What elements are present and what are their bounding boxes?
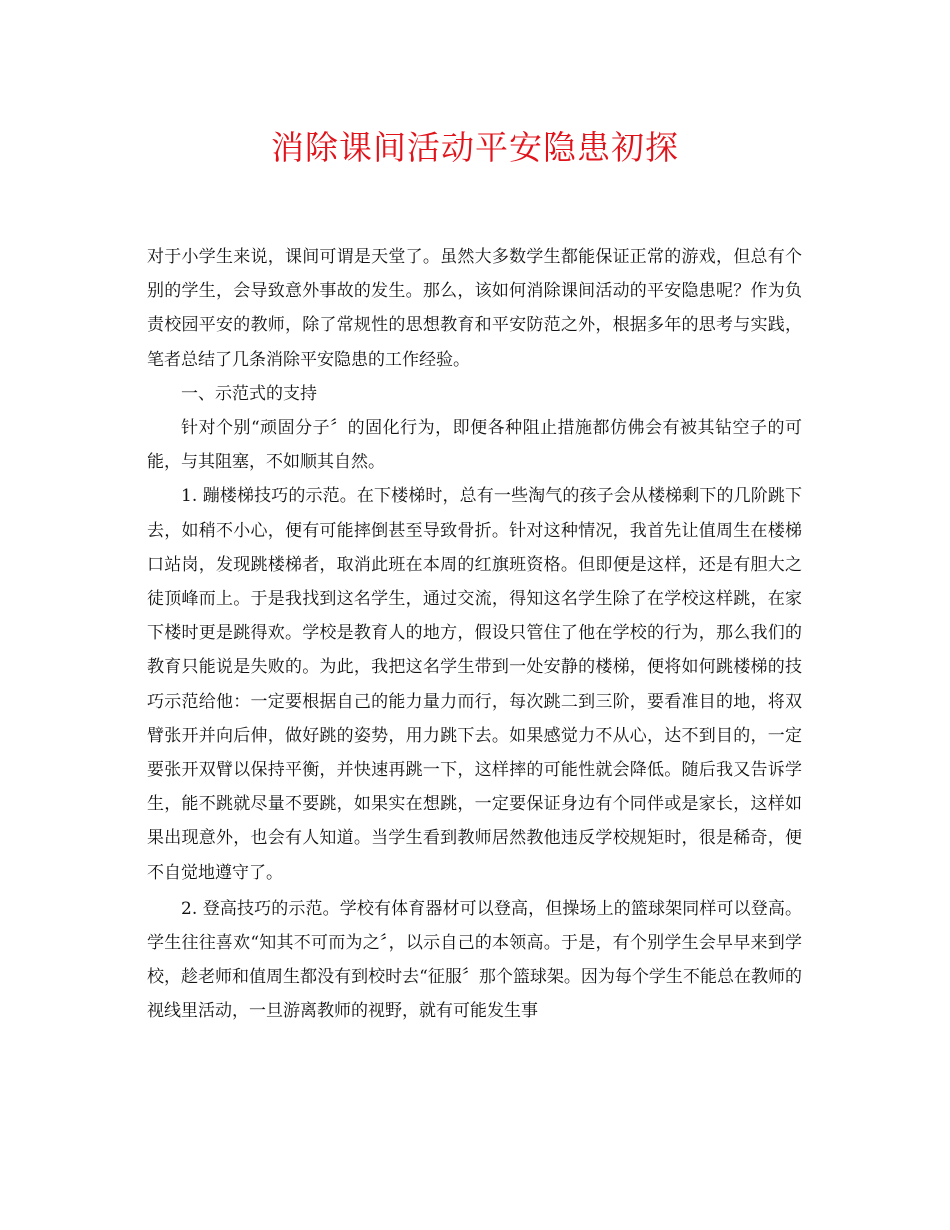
paragraph: 2. 登高技巧的示范。学校有体育器材可以登高，但操场上的篮球架同样可以登高。学生往往喜欢“知其不可而为之〞，以示自己的本领高。于是，有个别学生会早早来到学校，趁老师和值周生都没有到校时去“征服〞那个篮球架。因为每个学生不能总在教师的视线里活动，一旦游离教师的视野，就有可能发生事 bbox=[147, 898, 802, 1022]
paragraph-intro: 对于小学生来说，课间可谓是天堂了。虽然大多数学生都能保证正常的游戏，但总有个别的学生，会导致意外事故的发生。那么，该如何消除课间活动的平安隐患呢？作为负责校园平安的教师，除了常规性的思想教育和平安防范之外，根据多年的思考与实践，笔者总结了几条消除平安隐患的工作经验。 bbox=[147, 247, 802, 370]
paragraph: 1. 蹦楼梯技巧的示范。在下楼梯时，总有一些淘气的孩子会从楼梯剩下的几阶跳下去，如稍不小心，便有可能摔倒甚至导致骨折。针对这种情况，我首先让值周生在楼梯口站岗，发现跳楼梯者，取消此班在本周的红旗班资格。但即便是这样，还是有胆大之徒顶峰而上。于是我找到这名学生，通过交流，得知这名学生除了在学校这样跳，在家下楼时更是跳得欢。学校是教育人的地方，假设只管住了他在学校的行为，那么我们的教育只能说是失败的。为此，我把这名学生带到一处安静的楼梯，便将如何跳楼梯的技巧示范给他：一定要根据自己的能力量力而行，每次跳二到三阶，要看准目的地，将双臂张开并向后伸，做好跳的姿势，用力跳下去。如果感觉力不从心，达不到目的，一定要张开双臂以保持平衡，并快速再跳一下，这样摔的可能性就会降低。随后我又告诉学生，能不跳就尽量不要跳，如果实在想跳，一定要保证身边有个同伴或是家长，这样如果出现意外，也会有人知道。当学生看到教师居然教他违反学校规矩时，很是稀奇，便不自觉地遵守了。 bbox=[147, 486, 802, 883]
section-heading: 一、示范式的支持 bbox=[181, 383, 317, 404]
paragraph: 针对个别“顽固分子〞的固化行为，即便各种阻止措施都仿佛会有被其钻空子的可能，与其阻塞，不如顺其自然。 bbox=[147, 418, 802, 473]
document-body bbox=[147, 240, 802, 1029]
document-title: 消除课间活动平安隐患初探 bbox=[271, 128, 679, 167]
